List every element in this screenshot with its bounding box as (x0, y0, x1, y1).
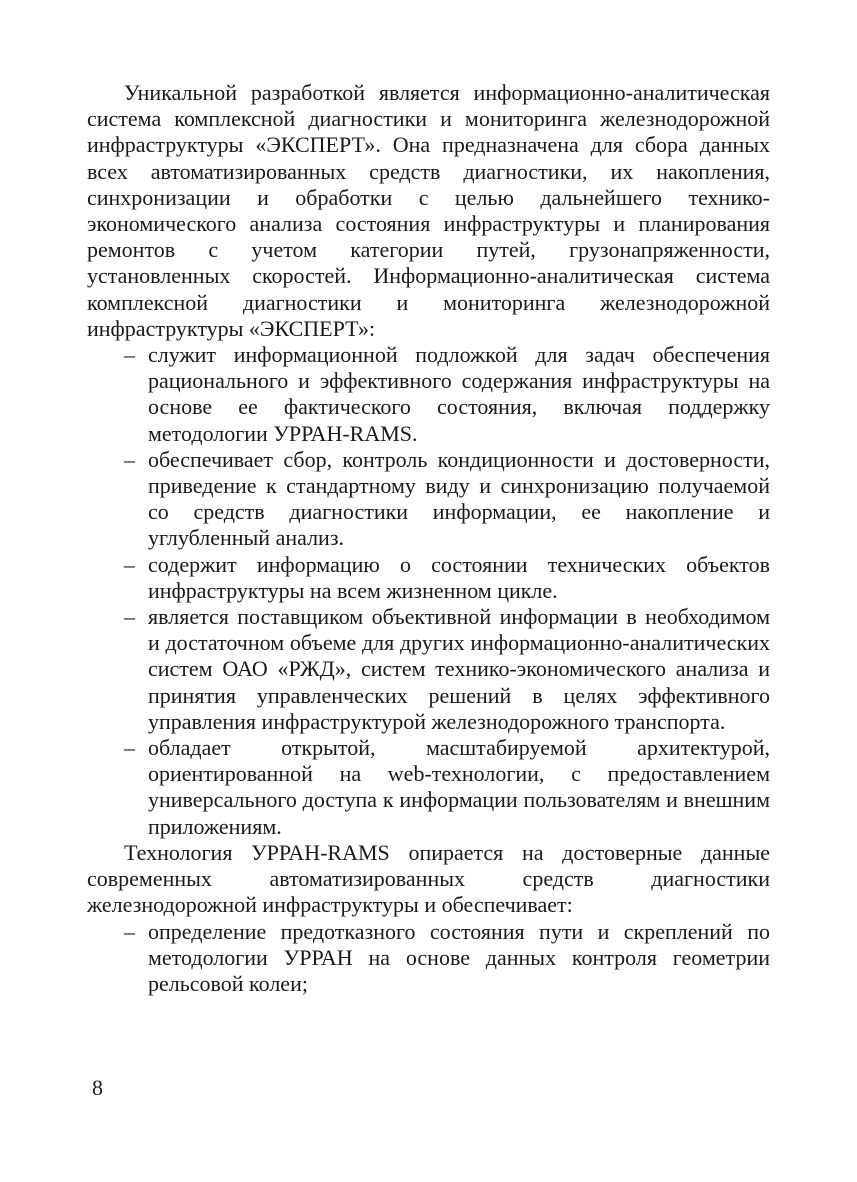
dash-marker: – (124, 918, 135, 944)
page-number: 8 (92, 1075, 103, 1100)
list-item (87, 604, 770, 735)
list-item (87, 342, 770, 447)
dash-marker: – (124, 342, 135, 368)
list-item (87, 447, 770, 552)
intro-paragraph: Уникальной разработкой является информационно-аналитическая система комплексной диагностики и мониторинга железнодорожной инфраструктуры «ЭКСПЕРТ». Она предназначена для сбора данных всех автоматизированных средств диагностики, их накопления, синхронизации и обработки с целью дальнейшего технико-экономического анализа состояния инфраструктуры и планирования ремонтов с учетом категории путей, грузонапряженности, установленных скоростей. Информационно-аналитическая система комплексной диагностики и мониторинга железнодорожной инфраструктуры «ЭКСПЕРТ»: (87, 80, 770, 341)
list-item (87, 552, 770, 604)
list-item-text: обладает открытой, масштабируемой архитектурой, ориентированной на web-технологии, с предоставлением универсального доступа к информации пользователям и внешним приложениям. (148, 735, 770, 839)
list-item-text: определение предотказного состояния пути и скреплений по методологии УРРАН на основе данных контроля геометрии рельсовой колеи; (148, 918, 770, 996)
page-body (87, 80, 770, 997)
dash-marker: – (124, 604, 135, 630)
dash-marker: – (124, 446, 135, 472)
expert-features-list (87, 342, 770, 840)
dash-marker: – (124, 551, 135, 577)
list-item (87, 735, 770, 840)
list-item-text: служит информационной подложкой для задач обеспечения рационального и эффективного содержания инфраструктуры на основе ее фактического состояния, включая поддержку методологии УРРАН-RAMS. (148, 342, 770, 446)
dash-marker: – (124, 735, 135, 761)
list-item (87, 919, 770, 998)
technology-paragraph: Технология УРРАН-RAMS опирается на достоверные данные современных автоматизированных средств диагностики железнодорожной инфраструктуры и обеспечивает: (87, 839, 770, 918)
technology-list (87, 919, 770, 998)
list-item-text: содержит информацию о состоянии технических объектов инфраструктуры на всем жизненном цикле. (148, 551, 770, 603)
list-item-text: является поставщиком объективной информации в необходимом и достаточном объеме для других информационно-аналитических систем ОАО «РЖД», систем технико-экономического анализа и принятия управленческих решений в целях эффективного управления инфраструктурой железнодорожного транспорта. (148, 604, 770, 734)
list-item-text: обеспечивает сбор, контроль кондиционности и достоверности, приведение к стандартному виду и синхронизацию получаемой со средств диагностики информации, ее накопление и углубленный анализ. (148, 446, 770, 551)
